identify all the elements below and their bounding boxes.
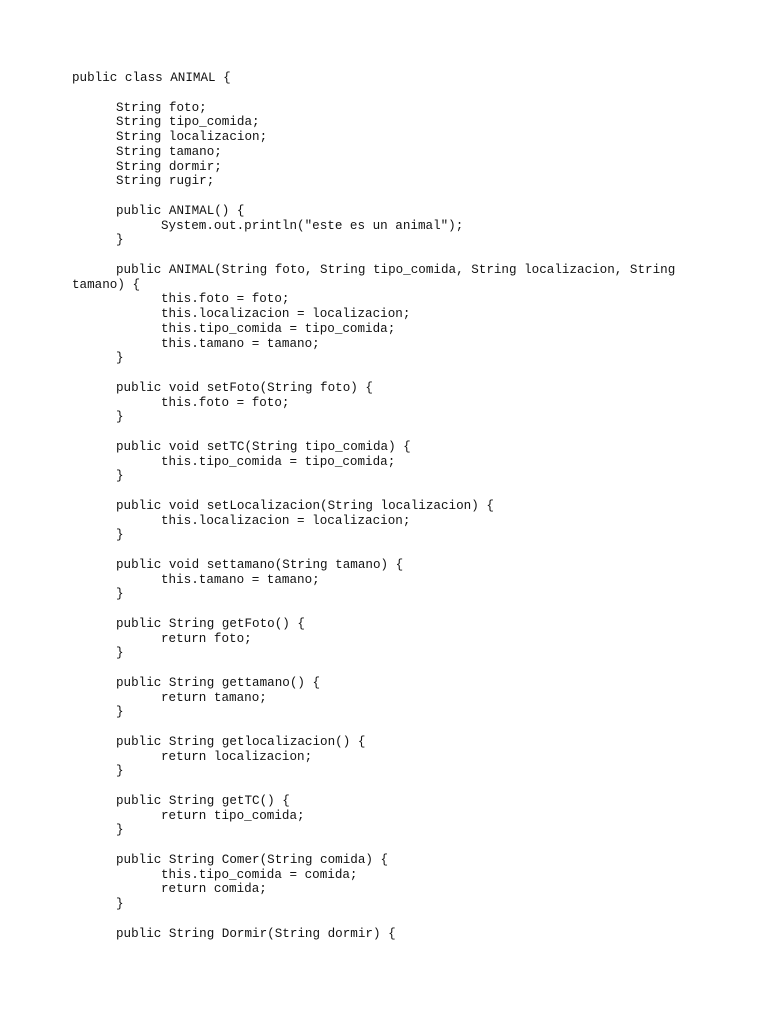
code-line: this.foto = foto; bbox=[161, 292, 290, 307]
code-line: public String Comer(String comida) { bbox=[116, 852, 389, 867]
code-line: public String getFoto() { bbox=[116, 616, 305, 631]
code-line: return comida; bbox=[161, 882, 267, 897]
code-line: public String getlocalizacion() { bbox=[116, 734, 366, 749]
code-line: return tamano; bbox=[161, 690, 267, 705]
code-line: public ANIMAL(String foto, String tipo_comida, String localizacion, String bbox=[116, 262, 676, 277]
code-line: String tamano; bbox=[116, 144, 222, 159]
code-line: this.localizacion = localizacion; bbox=[161, 307, 411, 321]
code-line: this.tipo_comida = tipo_comida; bbox=[161, 321, 396, 336]
blank-line bbox=[72, 248, 712, 263]
code-line: String tipo_comida; bbox=[116, 115, 260, 130]
code-line: public void settamano(String tamano) { bbox=[116, 557, 404, 572]
code-line: public String Dormir(String dormir) { bbox=[116, 926, 396, 941]
code-line: public String getTC() { bbox=[116, 793, 290, 808]
code-line: public void setTC(String tipo_comida) { bbox=[116, 439, 411, 454]
code-line: } bbox=[116, 410, 124, 425]
code-line: } bbox=[116, 587, 124, 602]
code-line: return tipo_comida; bbox=[161, 808, 305, 823]
code-line: public ANIMAL() { bbox=[116, 203, 245, 218]
code-line: return localizacion; bbox=[161, 749, 313, 764]
blank-line bbox=[72, 838, 712, 853]
blank-line bbox=[72, 86, 712, 101]
code-line: } bbox=[116, 528, 124, 543]
code-line: } bbox=[116, 823, 124, 838]
code-line: this.tamano = tamano; bbox=[161, 572, 320, 587]
code-line: return foto; bbox=[161, 631, 252, 646]
code-line: } bbox=[116, 705, 124, 720]
code-block bbox=[72, 71, 712, 941]
blank-line bbox=[72, 189, 712, 204]
code-line: String foto; bbox=[116, 100, 207, 115]
code-line: } bbox=[116, 764, 124, 779]
code-line: String localizacion; bbox=[116, 130, 268, 144]
code-line: this.tamano = tamano; bbox=[161, 336, 320, 351]
code-line: } bbox=[116, 351, 124, 366]
blank-line bbox=[72, 661, 712, 676]
code-line: String rugir; bbox=[116, 174, 215, 189]
code-line: String dormir; bbox=[116, 159, 222, 174]
code-line: this.foto = foto; bbox=[161, 395, 290, 410]
code-line-wrapped: tamano) { bbox=[72, 277, 141, 292]
blank-line bbox=[72, 543, 712, 558]
code-line: System.out.println("este es un animal"); bbox=[161, 218, 464, 233]
code-line: } bbox=[116, 897, 124, 911]
code-line: this.tipo_comida = tipo_comida; bbox=[161, 454, 396, 469]
blank-line bbox=[72, 602, 712, 617]
code-line: public class ANIMAL { bbox=[72, 71, 231, 85]
code-line: public String gettamano() { bbox=[116, 675, 321, 690]
code-line: public void setLocalizacion(String localizacion) { bbox=[116, 498, 494, 513]
code-line: this.localizacion = localizacion; bbox=[161, 513, 411, 528]
code-line: this.tipo_comida = comida; bbox=[161, 867, 358, 882]
blank-line bbox=[72, 425, 712, 440]
code-line: } bbox=[116, 469, 124, 484]
blank-line bbox=[72, 366, 712, 381]
code-line: } bbox=[116, 233, 124, 248]
blank-line bbox=[72, 720, 712, 735]
blank-line bbox=[72, 779, 712, 794]
blank-line bbox=[72, 484, 712, 499]
blank-line bbox=[72, 912, 712, 927]
code-line: } bbox=[116, 646, 124, 661]
code-line: public void setFoto(String foto) { bbox=[116, 380, 373, 395]
